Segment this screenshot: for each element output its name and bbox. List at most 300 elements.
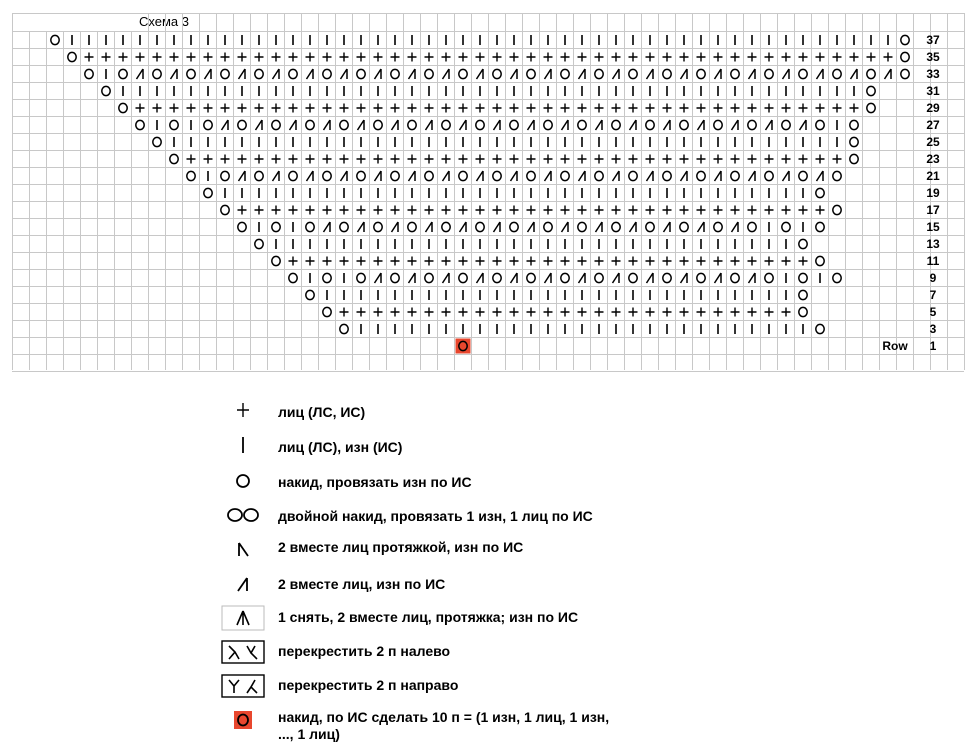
stitch-35-knit: [408, 53, 417, 62]
stitch-11-knit: [323, 257, 332, 266]
legend-item-yarn-over: [215, 465, 775, 495]
stitch-35-yarn-over: [901, 52, 909, 61]
stitch-15-yarn-over: [782, 222, 790, 231]
stitch-15-yarn-over: [612, 222, 620, 231]
stitch-9-yarn-over: [493, 273, 501, 282]
stitch-35-knit: [153, 53, 162, 62]
stitch-33-k2tog: [205, 69, 212, 79]
stitch-9-yarn-over: [425, 273, 433, 282]
ssk-icon: [215, 534, 271, 564]
stitch-33-k2tog: [647, 69, 654, 79]
stitch-9-yarn-over: [697, 273, 705, 282]
stitch-17-yarn-over: [833, 205, 841, 214]
stitch-17-knit: [612, 206, 621, 215]
stitch-29-knit: [442, 104, 451, 113]
stitch-11-knit: [391, 257, 400, 266]
stitch-27-yarn-over: [170, 120, 178, 129]
stitch-33-k2tog: [817, 69, 824, 79]
stitch-29-knit: [782, 104, 791, 113]
stitch-35-knit: [731, 53, 740, 62]
stitch-15-yarn-over: [238, 222, 246, 231]
stitch-29-knit: [340, 104, 349, 113]
row-number: 23: [926, 152, 940, 166]
stitch-35-knit: [255, 53, 264, 62]
stitch-15-yarn-over: [578, 222, 586, 231]
stitch-17-knit: [357, 206, 366, 215]
stitch-27-k2tog: [460, 120, 467, 130]
stitch-15-yarn-over: [714, 222, 722, 231]
stitch-21-yarn-over: [765, 171, 773, 180]
legend-item-red-yarn-over: [215, 705, 775, 751]
stitch-37-yarn-over: [901, 35, 909, 44]
stitch-23-knit: [544, 155, 553, 164]
stitch-17-knit: [527, 206, 536, 215]
stitch-35-knit: [306, 53, 315, 62]
stitch-35-knit: [833, 53, 842, 62]
stitch-33-k2tog: [681, 69, 688, 79]
stitch-35-knit: [884, 53, 893, 62]
stitch-29-knit: [731, 104, 740, 113]
stitch-11-knit: [646, 257, 655, 266]
legend-item-ssk: [215, 534, 775, 564]
stitch-29-knit: [799, 104, 808, 113]
stitch-11-knit: [476, 257, 485, 266]
stitch-17-yarn-over: [221, 205, 229, 214]
stitch-33-k2tog: [307, 69, 314, 79]
stitch-33-k2tog: [885, 69, 892, 79]
row-number: 35: [926, 50, 940, 64]
stitch-5-knit: [612, 308, 621, 317]
header-cell-title: [13, 14, 133, 31]
stitch-33-yarn-over: [187, 69, 195, 78]
stitch-33-k2tog: [443, 69, 450, 79]
sk2p-icon: [215, 603, 271, 633]
stitch-5-knit: [731, 308, 740, 317]
stitch-17-knit: [289, 206, 298, 215]
stitch-9-yarn-over: [595, 273, 603, 282]
stitch-29-knit: [255, 104, 264, 113]
stitch-35-knit: [561, 53, 570, 62]
stitch-23-knit: [221, 155, 230, 164]
stitch-23-knit: [510, 155, 519, 164]
stitch-21-yarn-over: [595, 171, 603, 180]
stitch-5-knit: [544, 308, 553, 317]
stitch-5-knit: [629, 308, 638, 317]
stitch-21-yarn-over: [697, 171, 705, 180]
stitch-33-k2tog: [579, 69, 586, 79]
stitch-17-knit: [476, 206, 485, 215]
row-number: 19: [926, 186, 940, 200]
stitch-29-knit: [612, 104, 621, 113]
legend-label: 2 вместе лиц протяжкой, изн по ИС: [278, 539, 524, 555]
stitch-29-knit: [204, 104, 213, 113]
stitch-27-yarn-over: [510, 120, 518, 129]
row-number: 13: [926, 237, 940, 251]
stitch-33-yarn-over: [561, 69, 569, 78]
stitch-27-k2tog: [732, 120, 739, 130]
stitch-27-k2tog: [358, 120, 365, 130]
stitch-23-knit: [391, 155, 400, 164]
stitch-33-k2tog: [511, 69, 518, 79]
row-number: 17: [926, 203, 940, 217]
stitch-5-knit: [748, 308, 757, 317]
stitch-17-knit: [340, 206, 349, 215]
stitch-23-knit: [578, 155, 587, 164]
stitch-21-k2tog: [715, 171, 722, 181]
grid-lines: [12, 13, 965, 372]
stitch-29-knit: [187, 104, 196, 113]
stitch-33-yarn-over: [629, 69, 637, 78]
stitch-27-k2tog: [630, 120, 637, 130]
stitch-35-knit: [289, 53, 298, 62]
stitch-23-knit: [493, 155, 502, 164]
stitch-23-knit: [629, 155, 638, 164]
stitch-27-yarn-over: [646, 120, 654, 129]
stitch-21-yarn-over: [425, 171, 433, 180]
stitch-35-knit: [595, 53, 604, 62]
stitch-27-yarn-over: [850, 120, 858, 129]
stitch-21-yarn-over: [561, 171, 569, 180]
stitch-33-yarn-over: [867, 69, 875, 78]
stitch-35-knit: [578, 53, 587, 62]
stitch-23-knit: [238, 155, 247, 164]
row-number: 33: [926, 67, 940, 81]
stitch-9-k2tog: [545, 273, 552, 283]
stitch-27-k2tog: [392, 120, 399, 130]
stitch-35-knit: [272, 53, 281, 62]
double-yarn-over-icon: [215, 499, 271, 529]
stitch-5-yarn-over: [323, 307, 331, 316]
stitch-29-knit: [136, 104, 145, 113]
stitch-23-knit: [204, 155, 213, 164]
stitch-23-knit: [833, 155, 842, 164]
stitch-11-knit: [680, 257, 689, 266]
stitch-17-knit: [561, 206, 570, 215]
stitch-35-knit: [629, 53, 638, 62]
stitch-33-yarn-over: [833, 69, 841, 78]
stitch-31-yarn-over: [102, 86, 110, 95]
stitch-23-knit: [459, 155, 468, 164]
stitch-29-knit: [425, 104, 434, 113]
legend-item-knit-purl: [215, 430, 775, 460]
stitch-29-knit: [221, 104, 230, 113]
stitch-17-knit: [323, 206, 332, 215]
stitch-11-knit: [629, 257, 638, 266]
stitch-21-k2tog: [477, 171, 484, 181]
stitch-27-k2tog: [256, 120, 263, 130]
stitch-35-knit: [442, 53, 451, 62]
stitch-17-knit: [646, 206, 655, 215]
stitch-23-knit: [476, 155, 485, 164]
stitch-9-yarn-over: [561, 273, 569, 282]
stitch-11-knit: [510, 257, 519, 266]
stitch-11-knit: [578, 257, 587, 266]
stitch-9-yarn-over: [357, 273, 365, 282]
stitch-29-knit: [153, 104, 162, 113]
stitch-5-knit: [408, 308, 417, 317]
stitch-21-yarn-over: [323, 171, 331, 180]
stitch-17-knit: [442, 206, 451, 215]
stitch-19-yarn-over: [204, 188, 212, 197]
stitch-35-knit: [697, 53, 706, 62]
stitch-21-k2tog: [749, 171, 756, 181]
stitch-27-k2tog: [222, 120, 229, 130]
stitch-15-yarn-over: [442, 222, 450, 231]
stitch-11-knit: [612, 257, 621, 266]
stitch-9-yarn-over: [527, 273, 535, 282]
stitch-31-yarn-over: [867, 86, 875, 95]
stitch-35-knit: [663, 53, 672, 62]
k2tog-icon: [215, 569, 271, 599]
stitch-29-knit: [629, 104, 638, 113]
stitch-17-knit: [680, 206, 689, 215]
stitch-17-knit: [510, 206, 519, 215]
stitch-27-k2tog: [766, 120, 773, 130]
stitch-35-knit: [527, 53, 536, 62]
stitch-27-yarn-over: [612, 120, 620, 129]
stitch-35-knit: [119, 53, 128, 62]
stitch-29-knit: [748, 104, 757, 113]
stitch-3-yarn-over: [816, 324, 824, 333]
stitch-15-k2tog: [630, 222, 637, 232]
row-number: 5: [929, 305, 937, 319]
stitch-21-k2tog: [409, 171, 416, 181]
stitch-17-knit: [493, 206, 502, 215]
stitch-11-knit: [765, 257, 774, 266]
stitch-33-yarn-over: [425, 69, 433, 78]
stitch-11-knit: [459, 257, 468, 266]
stitch-21-yarn-over: [391, 171, 399, 180]
stitch-11-knit: [595, 257, 604, 266]
stitch-23-knit: [765, 155, 774, 164]
stitch-23-knit: [340, 155, 349, 164]
stitch-17-knit: [799, 206, 808, 215]
stitch-21-yarn-over: [357, 171, 365, 180]
stitch-21-k2tog: [579, 171, 586, 181]
stitch-13-yarn-over: [255, 239, 263, 248]
stitch-35-knit: [323, 53, 332, 62]
stitch-21-k2tog: [273, 171, 280, 181]
stitch-29-knit: [816, 104, 825, 113]
stitch-17-knit: [578, 206, 587, 215]
stitch-29-knit: [646, 104, 655, 113]
stitch-29-knit: [510, 104, 519, 113]
stitch-17-knit: [629, 206, 638, 215]
stitch-35-knit: [765, 53, 774, 62]
stitch-15-yarn-over: [816, 222, 824, 231]
stitch-17-knit: [748, 206, 757, 215]
stitch-23-knit: [816, 155, 825, 164]
legend-label: 1 снять, 2 вместе лиц, протяжка; изн по ИС: [278, 609, 579, 625]
stitch-35-knit: [85, 53, 94, 62]
stitch-5-knit: [459, 308, 468, 317]
stitch-21-k2tog: [783, 171, 790, 181]
stitch-23-knit: [799, 155, 808, 164]
stitch-33-yarn-over: [901, 69, 909, 78]
red-yarn-over-icon: [215, 705, 271, 735]
legend-item-double-yarn-over: [215, 499, 775, 529]
stitch-27-k2tog: [596, 120, 603, 130]
stitch-5-knit: [425, 308, 434, 317]
stitch-23-yarn-over: [850, 154, 858, 163]
stitch-35-knit: [680, 53, 689, 62]
stitch-29-knit: [306, 104, 315, 113]
stitch-23-knit: [408, 155, 417, 164]
stitch-27-yarn-over: [204, 120, 212, 129]
bar-icon: [215, 430, 271, 460]
legend-label: лиц (ЛС), изн (ИС): [278, 439, 403, 455]
cross-left-icon: [215, 637, 271, 667]
stitch-23-knit: [306, 155, 315, 164]
stitch-7-yarn-over: [306, 290, 314, 299]
stitch-11-knit: [527, 257, 536, 266]
stitch-29-knit: [663, 104, 672, 113]
stitch-15-k2tog: [358, 222, 365, 232]
stitch-15-k2tog: [494, 222, 501, 232]
stitch-27-yarn-over: [748, 120, 756, 129]
stitch-29-knit: [289, 104, 298, 113]
stitch-35-knit: [612, 53, 621, 62]
legend-label: двойной накид, провязать 1 изн, 1 лиц по ИС: [278, 508, 593, 524]
stitch-33-yarn-over: [153, 69, 161, 78]
stitch-21-yarn-over: [255, 171, 263, 180]
stitch-9-yarn-over: [391, 273, 399, 282]
stitch-17-knit: [663, 206, 672, 215]
stitch-23-knit: [255, 155, 264, 164]
stitch-5-knit: [527, 308, 536, 317]
stitch-15-yarn-over: [374, 222, 382, 231]
stitch-35-knit: [782, 53, 791, 62]
stitch-33-yarn-over: [323, 69, 331, 78]
stitch-17-knit: [782, 206, 791, 215]
stitch-29-knit: [391, 104, 400, 113]
stitch-23-yarn-over: [170, 154, 178, 163]
stitch-17-knit: [408, 206, 417, 215]
stitch-21-yarn-over: [459, 171, 467, 180]
stitch-33-yarn-over: [459, 69, 467, 78]
stitch-33-k2tog: [477, 69, 484, 79]
stitch-33-k2tog: [749, 69, 756, 79]
stitch-21-yarn-over: [527, 171, 535, 180]
legend-item-cross-left: [215, 637, 775, 667]
stitch-15-k2tog: [460, 222, 467, 232]
stitch-35-knit: [102, 53, 111, 62]
stitch-11-knit: [544, 257, 553, 266]
stitch-21-yarn-over: [833, 171, 841, 180]
stitch-29-knit: [578, 104, 587, 113]
stitch-33-yarn-over: [255, 69, 263, 78]
stitch-23-knit: [374, 155, 383, 164]
stitch-17-knit: [306, 206, 315, 215]
stitch-33-yarn-over: [697, 69, 705, 78]
stitch-17-knit: [255, 206, 264, 215]
stitch-35-knit: [476, 53, 485, 62]
stitch-21-k2tog: [545, 171, 552, 181]
stitch-5-yarn-over: [799, 307, 807, 316]
stitch-5-knit: [510, 308, 519, 317]
row-number: 29: [926, 101, 940, 115]
stitch-17-knit: [544, 206, 553, 215]
stitch-35-knit: [646, 53, 655, 62]
stitch-27-yarn-over: [442, 120, 450, 129]
stitch-29-knit: [238, 104, 247, 113]
stitch-17-knit: [731, 206, 740, 215]
stitch-15-k2tog: [732, 222, 739, 232]
stitch-5-knit: [561, 308, 570, 317]
stitch-25-yarn-over: [153, 137, 161, 146]
stitch-11-knit: [442, 257, 451, 266]
stitch-23-knit: [272, 155, 281, 164]
stitch-29-knit: [323, 104, 332, 113]
stitch-15-k2tog: [562, 222, 569, 232]
stitch-9-k2tog: [647, 273, 654, 283]
stitch-23-knit: [425, 155, 434, 164]
stitch-9-yarn-over: [833, 273, 841, 282]
stitch-9-yarn-over: [663, 273, 671, 282]
legend-item-sk2p: [215, 603, 775, 633]
stitch-5-knit: [340, 308, 349, 317]
row-number: 11: [926, 254, 940, 268]
stitch-11-knit: [425, 257, 434, 266]
stitch-9-k2tog: [681, 273, 688, 283]
stitch-35-knit: [187, 53, 196, 62]
row-number: 3: [929, 322, 937, 336]
stitch-21-k2tog: [613, 171, 620, 181]
stitch-23-knit: [357, 155, 366, 164]
stitch-11-knit: [748, 257, 757, 266]
stitch-33-k2tog: [239, 69, 246, 79]
stitch-25-yarn-over: [850, 137, 858, 146]
stitch-27-k2tog: [562, 120, 569, 130]
stitch-33-yarn-over: [765, 69, 773, 78]
stitch-11-knit: [697, 257, 706, 266]
legend-item-cross-right: [215, 671, 775, 701]
row-number: 21: [926, 169, 940, 183]
stitch-9-k2tog: [579, 273, 586, 283]
stitch-29-knit: [170, 104, 179, 113]
stitch-11-knit: [340, 257, 349, 266]
stitch-29-knit: [408, 104, 417, 113]
stitch-27-yarn-over: [714, 120, 722, 129]
stitch-33-k2tog: [409, 69, 416, 79]
stitch-9-k2tog: [749, 273, 756, 283]
legend-item-knit: [215, 395, 775, 425]
chart-title-ru: Схема 3: [139, 14, 189, 29]
stitch-5-knit: [391, 308, 400, 317]
stitch-23-knit: [748, 155, 757, 164]
stitch-27-k2tog: [664, 120, 671, 130]
stitch-23-knit: [187, 155, 196, 164]
stitch-33-yarn-over: [391, 69, 399, 78]
stitch-11-knit: [306, 257, 315, 266]
stitch-33-k2tog: [545, 69, 552, 79]
stitch-9-k2tog: [613, 273, 620, 283]
stitch-33-yarn-over: [493, 69, 501, 78]
stitch-11-knit: [663, 257, 672, 266]
stitch-27-k2tog: [290, 120, 297, 130]
stitch-27-yarn-over: [340, 120, 348, 129]
stitch-35-knit: [238, 53, 247, 62]
stitch-5-knit: [578, 308, 587, 317]
stitch-29-knit: [595, 104, 604, 113]
stitch-9-yarn-over: [289, 273, 297, 282]
stitch-15-k2tog: [324, 222, 331, 232]
legend-item-k2tog: [215, 569, 775, 599]
stitch-15-yarn-over: [340, 222, 348, 231]
stitch-33-yarn-over: [85, 69, 93, 78]
stitch-23-knit: [714, 155, 723, 164]
stitch-23-knit: [595, 155, 604, 164]
